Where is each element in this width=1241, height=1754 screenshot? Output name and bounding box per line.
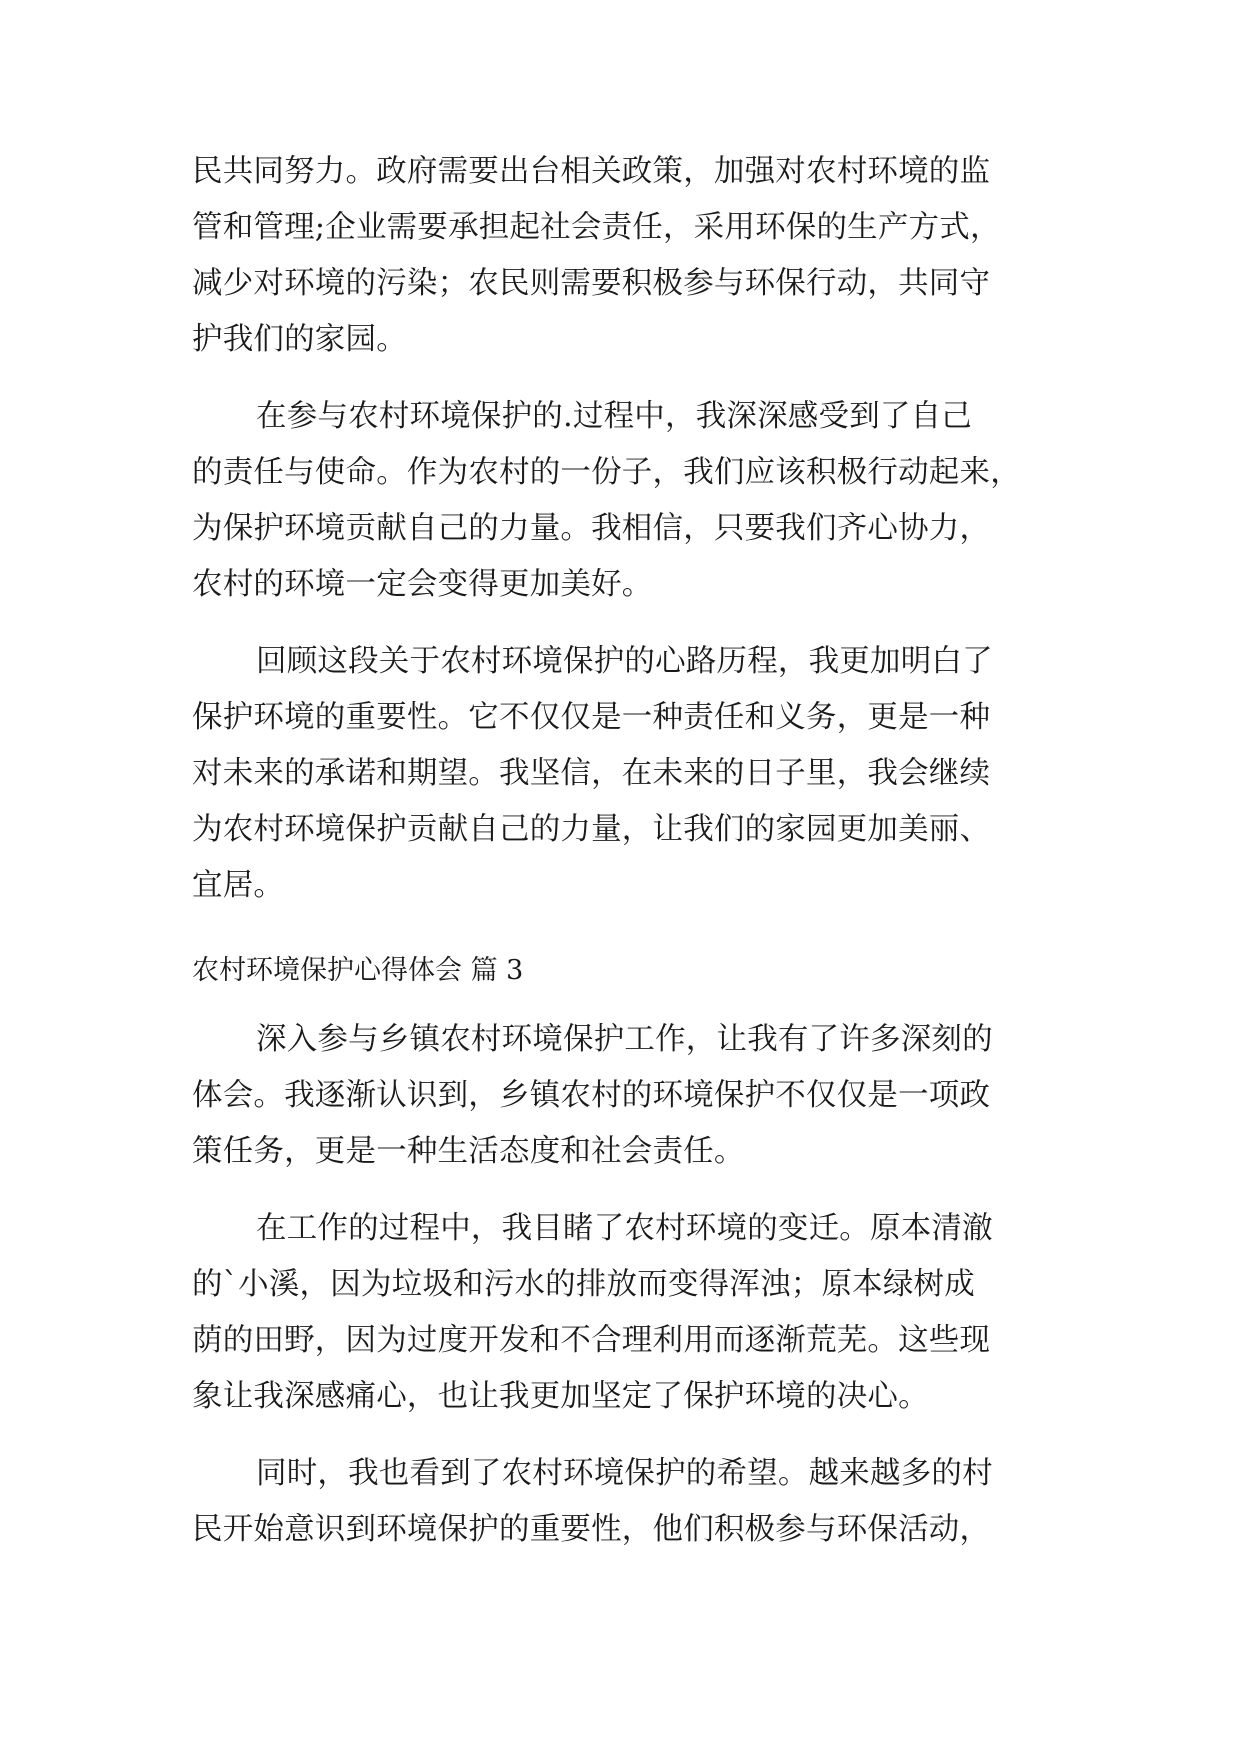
paragraph-first-line: 在参与农村环境保护的.过程中，我深深感受到了自己 xyxy=(256,399,972,434)
text-line: 民共同努力。政府需要出台相关政策，加强对农村环境的监 xyxy=(192,154,991,189)
paragraph-first-line: 在工作的过程中，我目睹了农村环境的变迁。原本清澈 xyxy=(256,1211,993,1246)
text-line: 的责任与使命。作为农村的一份子，我们应该积极行动起来， xyxy=(192,455,1021,490)
text-line: 为农村环境保护贡献自己的力量，让我们的家园更加美丽、 xyxy=(192,812,991,847)
text-line: 的`小溪，因为垃圾和污水的排放而变得浑浊；原本绿树成 xyxy=(192,1267,975,1302)
text-line: 荫的田野，因为过度开发和不合理利用而逐渐荒芜。这些现 xyxy=(192,1323,991,1358)
text-line: 减少对环境的污染；农民则需要积极参与环保行动，共同守 xyxy=(192,266,991,301)
paragraph-first-line: 同时，我也看到了农村环境保护的希望。越来越多的村 xyxy=(256,1456,993,1491)
paragraph-first-line: 回顾这段关于农村环境保护的心路历程，我更加明白了 xyxy=(256,644,993,679)
text-line: 为保护环境贡献自己的力量。我相信，只要我们齐心协力， xyxy=(192,511,991,546)
text-line: 保护环境的重要性。它不仅仅是一种责任和义务，更是一种 xyxy=(192,700,991,735)
paragraph-first-line: 深入参与乡镇农村环境保护工作，让我有了许多深刻的 xyxy=(256,1022,993,1057)
text-line: 策任务，更是一种生活态度和社会责任。 xyxy=(192,1134,745,1169)
text-line: 宜居。 xyxy=(192,868,285,903)
text-line: 农村的环境一定会变得更加美好。 xyxy=(192,567,653,602)
section-heading: 农村环境保护心得体会 篇 3 xyxy=(192,955,524,986)
text-line: 民开始意识到环境保护的重要性，他们积极参与环保活动， xyxy=(192,1512,991,1547)
text-line: 护我们的家园。 xyxy=(192,322,407,357)
text-line: 对未来的承诺和期望。我坚信，在未来的日子里，我会继续 xyxy=(192,756,991,791)
text-line: 体会。我逐渐认识到，乡镇农村的环境保护不仅仅是一项政 xyxy=(192,1078,991,1113)
text-line: 象让我深感痛心，也让我更加坚定了保护环境的决心。 xyxy=(192,1379,929,1414)
text-line: 管和管理;企业需要承担起社会责任，采用环保的生产方式， xyxy=(192,210,1001,245)
